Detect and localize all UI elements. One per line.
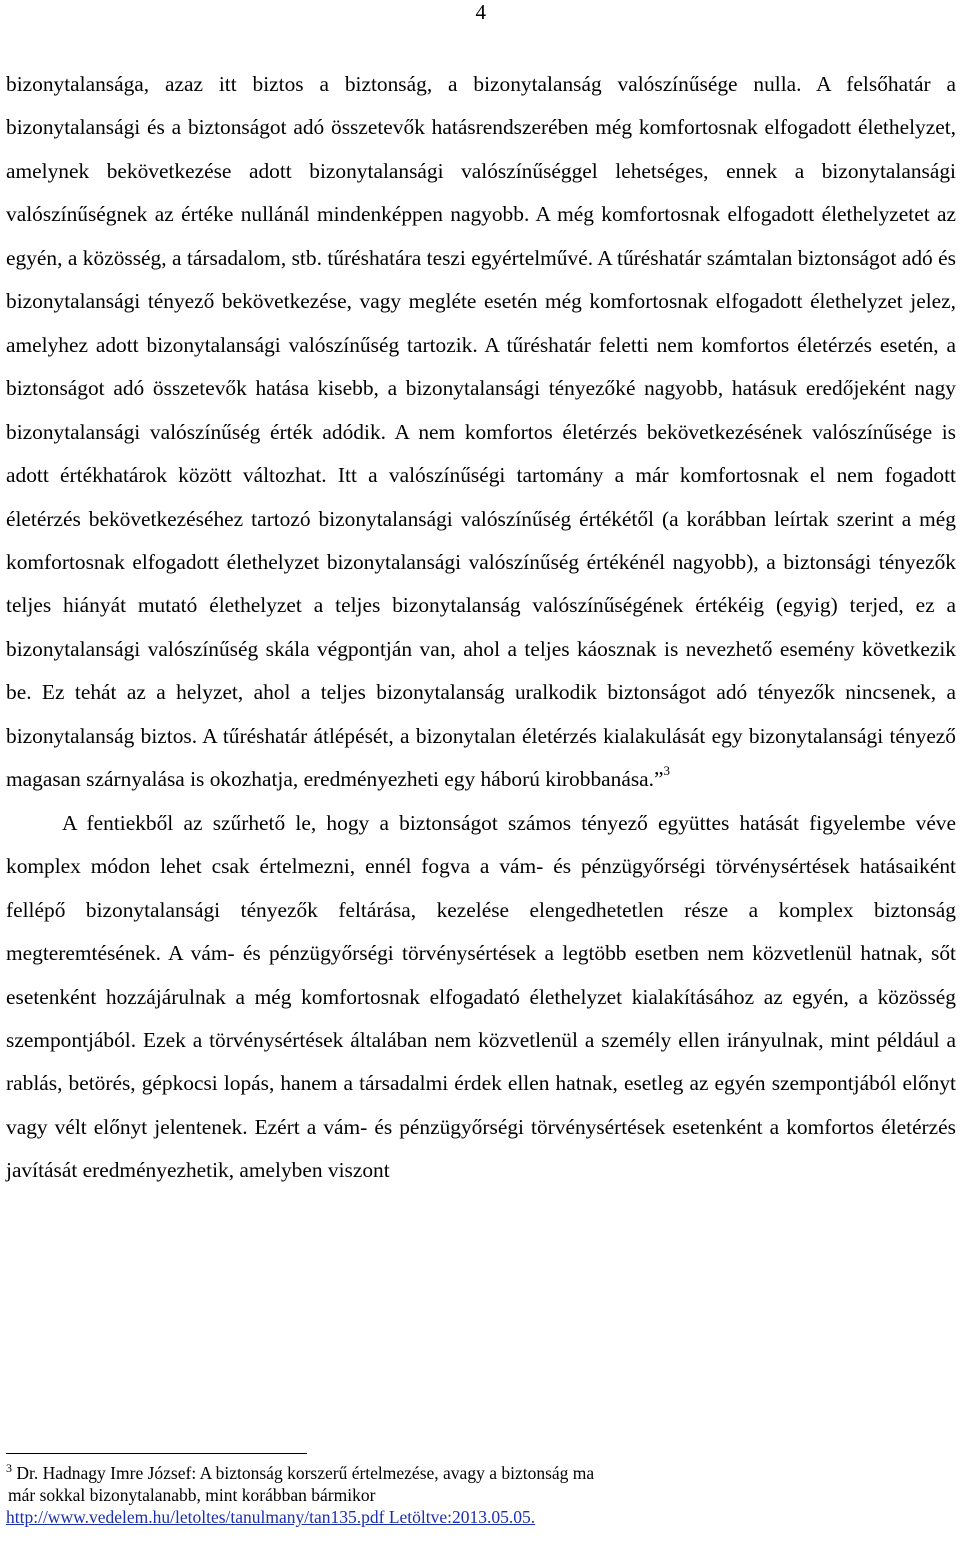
footnote-line-2: már sokkal bizonytalanabb, mint korábban bármikor [8,1485,376,1505]
footnote-divider [6,1453,307,1454]
footnote [6,1462,956,1528]
footnote-line-1 [6,1462,956,1484]
page-number: 4 [475,0,486,24]
paragraph-2: A fentiekből az szűrhető le, hogy a biztonságot számos tényező együttes hatását figyelembe véve komplex módon lehet csak értelmezni, ennél fogva a vám- és pénzügyőrségi törvénysértések hatásaiként fellépő bizonytalansági tényezők feltárása, kezelése elengedhetetlen része a komplex biztonság megteremtésének. A vám- és pénzügyőrségi törvénysértések a legtöbb esetben nem közvetlenül hatnak, sőt esetenként hozzájárulnak a még komfortosnak elfogadató élethelyzet kialakításához az egyén, a közösség szempontjából. Ezek a törvénysértések általában nem közvetlenül a személy ellen irányulnak, mint például a rablás, betörés, gépkocsi lopás, hanem a társadalmi érdek ellen hatnak, esetleg az egyén szempontjából előnyt vagy vélt előnyt jelentenek. Ezért a vám- és pénzügyőrségi törvénysértések esetenként a komfortos életérzés javítását eredményezhetik, amelyben viszont [6,810,956,1183]
body-text [6,63,956,1193]
footnote-number: 3 [6,1461,12,1475]
footnote-link[interactable]: http://www.vedelem.hu/letoltes/tanulmany/tan135.pdf Letöltve:2013.05.05. [6,1507,536,1527]
paragraph-1 [6,63,956,802]
footnote-citation: Dr. Hadnagy Imre József: A biztonság korszerű értelmezése, avagy a biztonság ma [16,1463,595,1483]
paragraph-1-text: bizonytalansága, azaz itt biztos a biztonság, a bizonytalanság valószínűsége nulla. A felsőhatár a bizonytalansági és a biztonságot adó összetevők hatásrendszerében még komfortosnak elfogadott élethelyzet, amelynek bekövetkezése adott bizonytalansági valószínűséggel lehetséges, ennek a bizonytalansági valószínűségnek az értéke nullánál mindenképpen nagyobb. A még komfortosnak elfogadott élethelyzetet az egyén, a közösség, a társadalom, stb. tűréshatára teszi egyértelművé. A tűréshatár számtalan biztonságot adó és bizonytalansági tényező bekövetkezése, vagy megléte esetén még komfortosnak elfogadott élethelyzet jelez, amelyhez adott bizonytalansági valószínűség tartozik. A tűréshatár feletti nem komfortos életérzés esetén, a biztonságot adó összetevők hatása kisebb, a bizonytalansági tényezőké nagyobb, hatásuk eredőjeként nagy bizonytalansági valószínűség érték adódik. A nem komfortos életérzés bekövetkezésének valószínűsége is adott értékhatárok között változhat. Itt a valószínűségi tartomány a már komfortosnak el nem fogadott életérzés bekövetkezéséhez tartozó bizonytalansági valószínűség értékétől (a korábban leírtak szerint a még komfortosnak elfogadott élethelyzet bizonytalansági valószínűség értékénél nagyobb), a biztonsági tényezők teljes hiányát mutató élethelyzet a teljes bizonytalanság valószínűségének értékéig (egyig) terjed, ez a bizonytalansági valószínűség skála végpontján van, ahol a teljes káosznak is nevezhető esemény következik be. Ez tehát az a helyzet, ahol a teljes bizonytalanság uralkodik biztonságot adó tényezők nincsenek, a bizonytalanság biztos. A tűréshatár átlépését, a bizonytalan életérzés kialakulását egy bizonytalansági tényező magasan szárnyalása is okozhatja, eredményezheti egy háború kirobbanása.” [6,72,956,792]
footnote-line-3 [6,1506,956,1528]
footnote-reference[interactable]: 3 [663,763,670,779]
